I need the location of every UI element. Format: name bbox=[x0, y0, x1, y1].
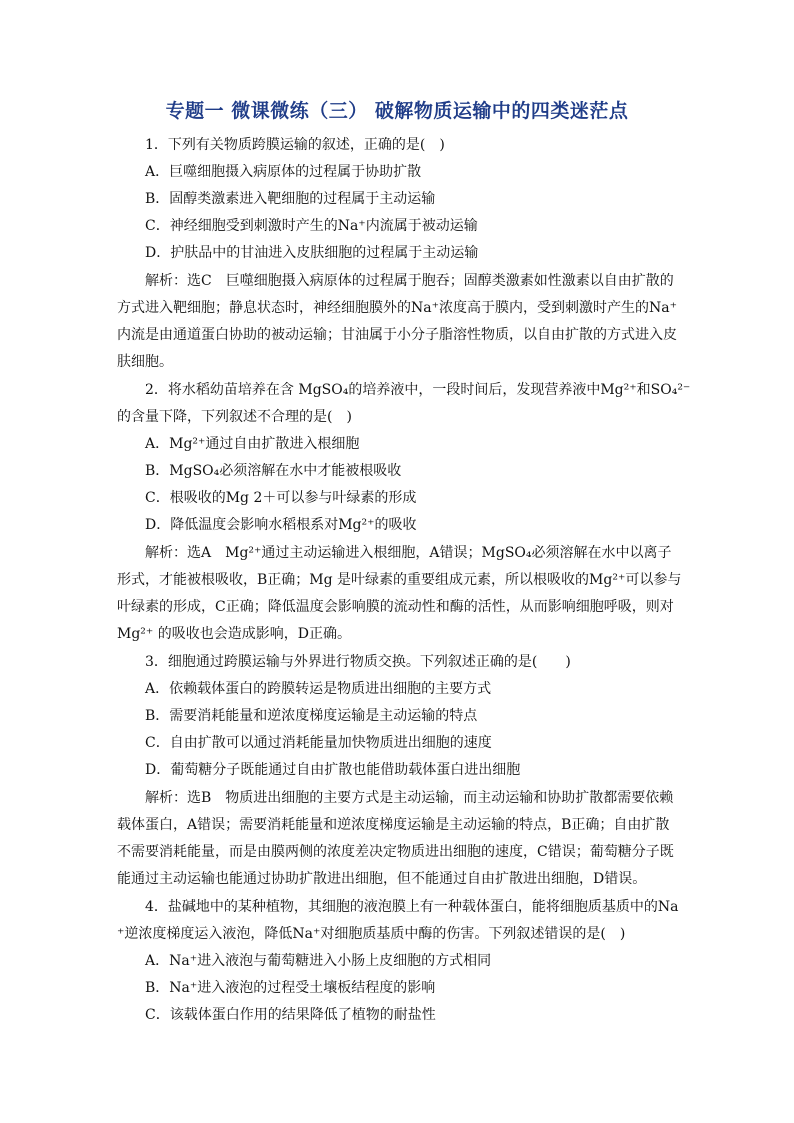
text-line: A．依赖载体蛋白的跨膜转运是物质进出细胞的主要方式 bbox=[145, 681, 492, 697]
text-line: 的含量下降，下列叙述不合理的是( ) bbox=[117, 409, 352, 425]
text-line: 叶绿素的形成，C正确；降低温度会影响膜的流动性和酶的活性，从而影响细胞呼吸，则对 bbox=[117, 599, 674, 615]
text-line: C．神经细胞受到刺激时产生的Na⁺内流属于被动运输 bbox=[145, 218, 478, 234]
text-line: A．巨噬细胞摄入病原体的过程属于协助扩散 bbox=[145, 164, 422, 180]
text-line: 解析：选A Mg²⁺通过主动运输进入根细胞，A错误；MgSO₄必须溶解在水中以离子 bbox=[145, 545, 672, 561]
text-line: 内流是由通道蛋白协助的被动运输；甘油属于小分子脂溶性物质，以自由扩散的方式进入皮 bbox=[117, 327, 677, 343]
text-line: A．Mg²⁺通过自由扩散进入根细胞 bbox=[145, 436, 360, 452]
text-line: 不需要消耗能量，而是由膜两侧的浓度差决定物质进出细胞的速度，C错误；葡萄糖分子既 bbox=[117, 844, 674, 860]
text-line: 方式进入靶细胞；静息状态时，神经细胞膜外的Na⁺浓度高于膜内，受到刺激时产生的Na⁺ bbox=[117, 300, 677, 316]
text-line: B．固醇类激素进入靶细胞的过程属于主动运输 bbox=[145, 191, 436, 207]
text-line: A．Na⁺进入液泡与葡萄糖进入小肠上皮细胞的方式相同 bbox=[145, 953, 492, 969]
text-line: 1．下列有关物质跨膜运输的叙述，正确的是( ) bbox=[145, 137, 445, 153]
text-line: 载体蛋白，A错误；需要消耗能量和逆浓度梯度运输是主动运输的特点，B正确；自由扩散 bbox=[117, 817, 670, 833]
text-line: B．MgSO₄必须溶解在水中才能被根吸收 bbox=[145, 463, 402, 479]
text-line: C．自由扩散可以通过消耗能量加快物质进出细胞的速度 bbox=[145, 735, 492, 751]
page-title: 专题一 微课微练（三） 破解物质运输中的四类迷茫点 bbox=[165, 100, 629, 122]
text-line: D．降低温度会影响水稻根系对Mg²⁺的吸收 bbox=[145, 517, 417, 533]
text-line: 肤细胞。 bbox=[117, 354, 173, 370]
text-line: 解析：选B 物质进出细胞的主要方式是主动运输，而主动运输和协助扩散都需要依赖 bbox=[145, 790, 674, 806]
text-line: 解析：选C 巨噬细胞摄入病原体的过程属于胞吞；固醇类激素如性激素以自由扩散的 bbox=[145, 273, 674, 289]
text-line: 2．将水稻幼苗培养在含 MgSO₄的培养液中，一段时间后，发现营养液中Mg²⁺和SO₄²⁻ bbox=[145, 382, 691, 398]
text-line: Mg²⁺ 的吸收也会造成影响，D正确。 bbox=[117, 626, 351, 642]
text-line: B．需要消耗能量和逆浓度梯度运输是主动运输的特点 bbox=[145, 708, 478, 724]
text-line: D．葡萄糖分子既能通过自由扩散也能借助载体蛋白进出细胞 bbox=[145, 762, 521, 778]
text-line: 能通过主动运输也能通过协助扩散进出细胞，但不能通过自由扩散进出细胞，D错误。 bbox=[117, 871, 647, 887]
text-line: ⁺逆浓度梯度运入液泡，降低Na⁺对细胞质基质中酶的伤害。下列叙述错误的是( ) bbox=[117, 926, 626, 942]
text-line: 形式，才能被根吸收，B正确；Mg 是叶绿素的重要组成元素，所以根吸收的Mg²⁺可以参与 bbox=[117, 572, 682, 588]
text-line: D．护肤品中的甘油进入皮肤细胞的过程属于主动运输 bbox=[145, 245, 479, 261]
text-line: 4．盐碱地中的某种植物，其细胞的液泡膜上有一种载体蛋白，能将细胞质基质中的Na bbox=[145, 899, 679, 915]
text-line: B．Na⁺进入液泡的过程受土壤板结程度的影响 bbox=[145, 980, 436, 996]
text-line: C．该载体蛋白作用的结果降低了植物的耐盐性 bbox=[145, 1007, 436, 1023]
text-line: C．根吸收的Mg 2＋可以参与叶绿素的形成 bbox=[145, 490, 417, 506]
text-line: 3．细胞通过跨膜运输与外界进行物质交换。下列叙述正确的是( ) bbox=[145, 654, 571, 670]
